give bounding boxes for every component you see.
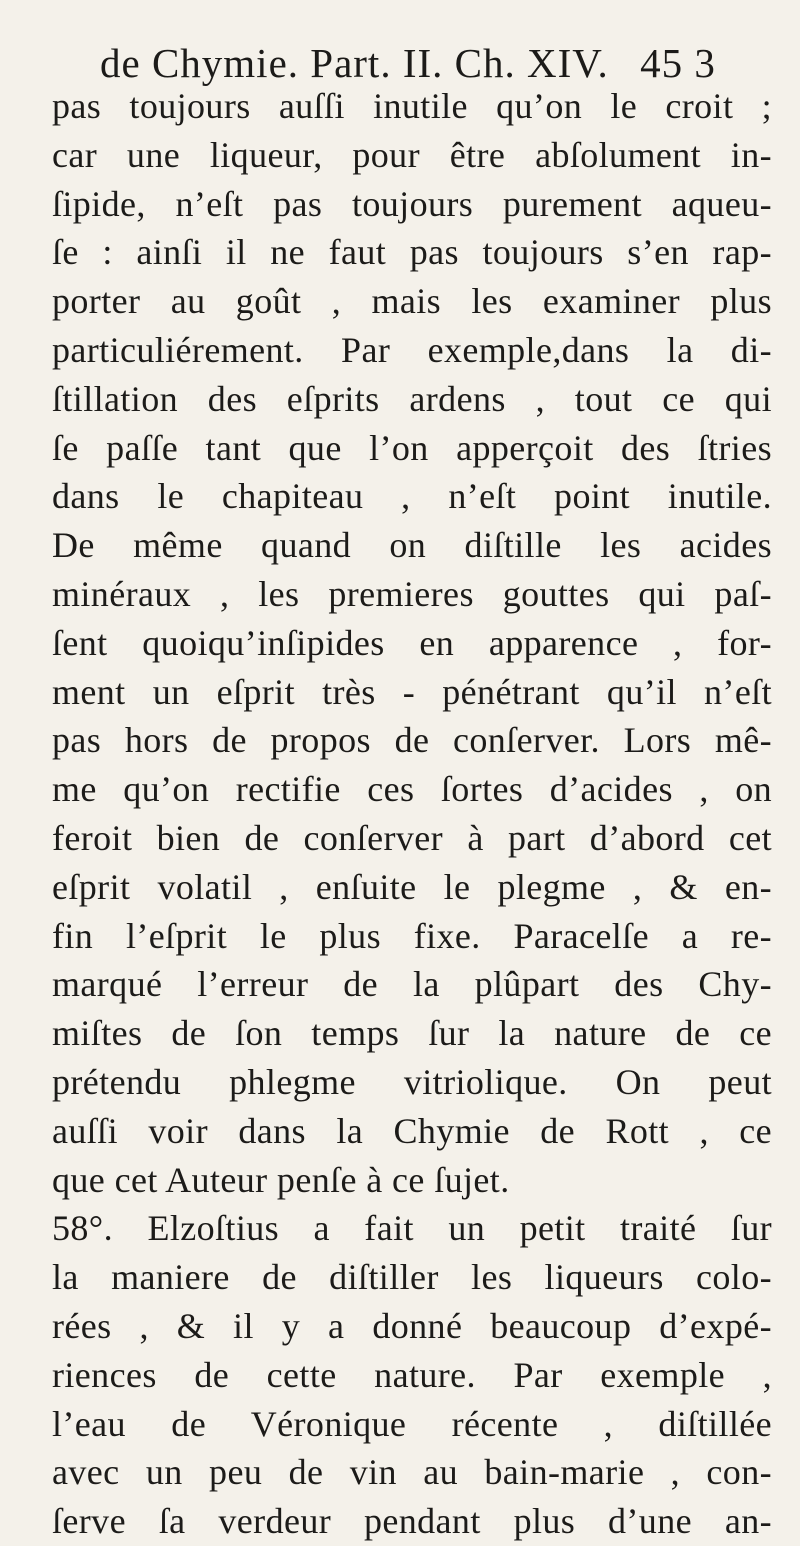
text-line: miſtes de ſon temps ſur la nature de ce xyxy=(52,1013,772,1054)
text-line: ment un eſprit très - pénétrant qu’il n’eſt xyxy=(52,671,772,712)
text-line: 58°. Elzoſtius a fait un petit traité ſur xyxy=(52,1208,772,1249)
text-line: car une liqueur, pour être abſolument in- xyxy=(52,134,772,175)
text-line: ſtillation des eſprits ardens , tout ce qui xyxy=(52,378,772,419)
running-head-title: de Chymie. Part. II. Ch. XIV. xyxy=(100,40,609,86)
text-line: particuliérement. Par exemple,dans la di- xyxy=(52,329,772,370)
running-head xyxy=(100,40,760,86)
text-line: l’eau de Véronique récente , diſtillée xyxy=(52,1403,772,1444)
body-text xyxy=(52,82,772,1546)
text-line: feroit bien de conſerver à part d’abord cet xyxy=(52,817,772,858)
text-line: marqué l’erreur de la plûpart des Chy- xyxy=(52,964,772,1005)
text-line: ſe : ainſi il ne faut pas toujours s’en rap- xyxy=(52,232,772,273)
text-line: pas toujours auſſi inutile qu’on le croit ; xyxy=(52,86,772,126)
text-line: eſprit volatil , enſuite le plegme , & en- xyxy=(52,866,772,907)
text-line: ſent quoiqu’inſipides en apparence , for- xyxy=(52,622,772,663)
text-line: avec un peu de vin au bain-marie , con- xyxy=(52,1452,772,1493)
text-line: pas hors de propos de conſerver. Lors mê- xyxy=(52,720,772,761)
text-line: fin l’eſprit le plus fixe. Paracelſe a re- xyxy=(52,915,772,956)
text-line: dans le chapiteau , n’eſt point inutile. xyxy=(52,476,772,517)
text-line: minéraux , les premieres gouttes qui paſ- xyxy=(52,573,772,614)
text-line: riences de cette nature. Par exemple , xyxy=(52,1354,772,1395)
text-line: que cet Auteur penſe à ce ſujet. xyxy=(52,1159,510,1200)
text-line: porter au goût , mais les examiner plus xyxy=(52,281,772,322)
text-line: prétendu phlegme vitriolique. On peut xyxy=(52,1061,772,1102)
text-line: ſipide, n’eſt pas toujours purement aqueu- xyxy=(52,183,772,224)
page-number: 45 3 xyxy=(640,40,716,86)
text-line: rées , & il y a donné beaucoup d’expé- xyxy=(52,1305,772,1346)
text-line: la maniere de diſtiller les liqueurs colo- xyxy=(52,1257,772,1298)
text-line: auſſi voir dans la Chymie de Rott , ce xyxy=(52,1110,772,1151)
text-line: ſerve ſa verdeur pendant plus d’une an- xyxy=(52,1501,772,1542)
text-line: De même quand on diſtille les acides xyxy=(52,525,772,566)
text-line: ſe paſſe tant que l’on apperçoit des ſtries xyxy=(52,427,772,468)
text-line: me qu’on rectifie ces ſortes d’acides , on xyxy=(52,769,772,810)
